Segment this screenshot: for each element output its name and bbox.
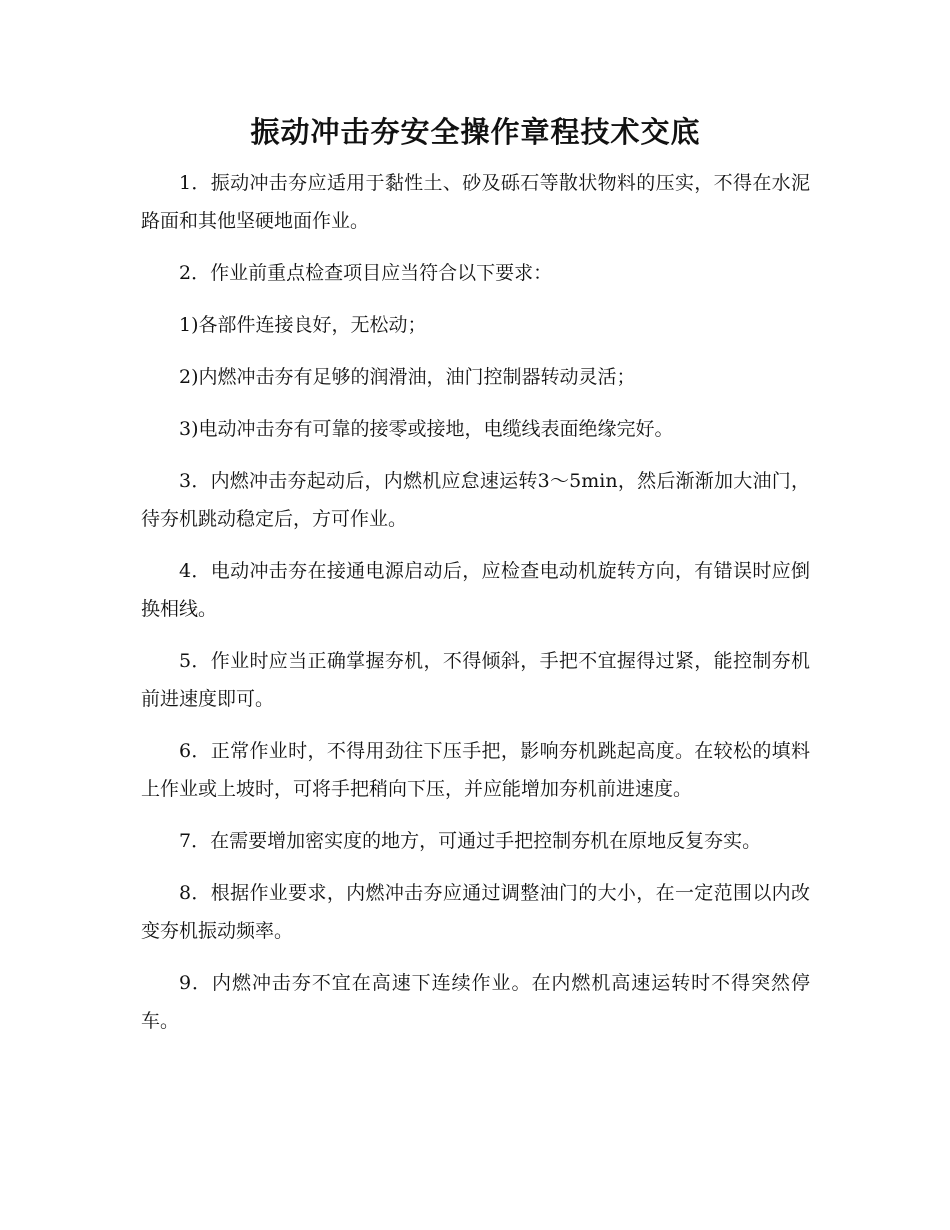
paragraph-2-item-2: 2)内燃冲击夯有足够的润滑油，油门控制器转动灵活； [179, 366, 636, 388]
paragraph-7: 7．在需要增加密实度的地方，可通过手把控制夯机在原地反复夯实。 [179, 830, 762, 852]
paragraph-8: 8．根据作业要求，内燃冲击夯应通过调整油门的大小，在一定范围以内改变夯机振动频率。 [141, 882, 810, 942]
paragraph-6: 6．正常作业时，不得用劲往下压手把，影响夯机跳起高度。在较松的填料上作业或上坡时，可将手把稍向下压，并应能增加夯机前进速度。 [141, 740, 810, 800]
paragraph-4: 4．电动冲击夯在接通电源启动后，应检查电动机旋转方向，有错误时应倒换相线。 [141, 560, 810, 620]
document-body [141, 164, 810, 1040]
paragraph-2-item-3: 3)电动冲击夯有可靠的接零或接地，电缆线表面绝缘完好。 [179, 418, 674, 440]
paragraph-2-item-1: 1)各部件连接良好，无松动； [179, 314, 427, 336]
paragraph-9: 9．内燃冲击夯不宜在高速下连续作业。在内燃机高速运转时不得突然停车。 [141, 972, 810, 1032]
paragraph-3: 3．内燃冲击夯起动后，内燃机应怠速运转3～5min，然后渐渐加大油门，待夯机跳动稳定后，方可作业。 [141, 470, 810, 530]
paragraph-2: 2．作业前重点检查项目应当符合以下要求： [179, 262, 553, 284]
paragraph-5: 5．作业时应当正确掌握夯机，不得倾斜，手把不宜握得过紧，能控制夯机前进速度即可。 [141, 650, 810, 710]
document-title: 振动冲击夯安全操作章程技术交底 [250, 115, 701, 149]
paragraph-1: 1．振动冲击夯应适用于黏性土、砂及砾石等散状物料的压实，不得在水泥路面和其他坚硬地面作业。 [141, 172, 810, 232]
